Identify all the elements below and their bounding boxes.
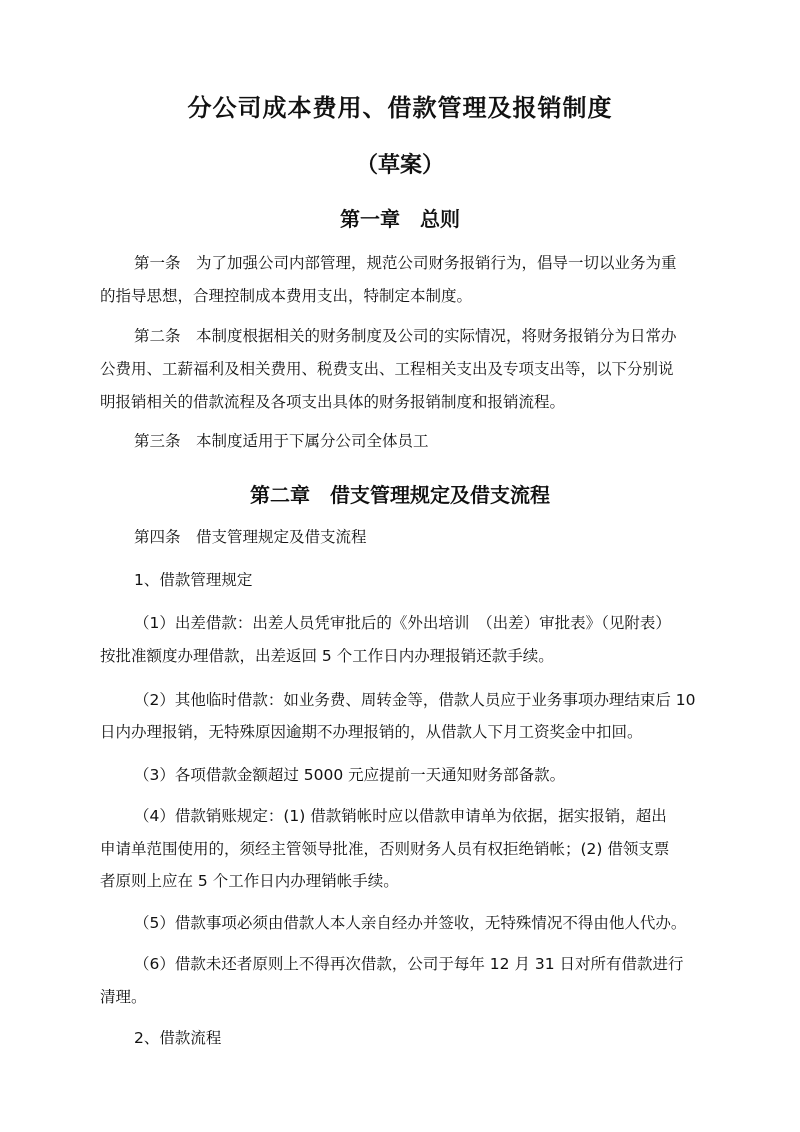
chapter-1-heading [0, 203, 800, 232]
clause-1-line-2: 按批准额度办理借款，出差返回 5 个工作日内办理报销还款手续。 [100, 647, 554, 665]
article-2-line-1: 第二条 本制度根据相关的财务制度及公司的实际情况，将财务报销分为日常办 [134, 327, 677, 345]
clause-4-line-2: 申请单范围使用的，须经主管领导批准，否则财务人员有权拒绝销帐；(2) 借领支票 [100, 840, 670, 858]
clause-5-line-1: （5）借款事项必须由借款人本人亲自经办并签收，无特殊情况不得由他人代办。 [134, 914, 687, 932]
clause-6-line-1: （6）借款未还者原则上不得再次借款，公司于每年 12 月 31 日对所有借款进行 [134, 955, 684, 973]
clause-6-line-2: 清理。 [100, 988, 147, 1006]
section-1-title: 1、借款管理规定 [134, 571, 253, 589]
chapter-2-number: 第二章 [250, 483, 310, 507]
article-3-line-1: 第三条 本制度适用于下属分公司全体员工 [134, 432, 429, 450]
chapter-1-number: 第一章 [340, 207, 400, 231]
clause-4-line-1: （4）借款销账规定：(1) 借款销帐时应以借款申请单为依据，据实报销，超出 [134, 807, 667, 825]
article-4-line-1: 第四条 借支管理规定及借支流程 [134, 528, 367, 546]
clause-3-line-1: （3）各项借款金额超过 5000 元应提前一天通知财务部备款。 [134, 766, 566, 784]
chapter-2-heading [0, 479, 800, 508]
chapter-2-name: 借支管理规定及借支流程 [330, 483, 550, 507]
article-1-line-1: 第一条 为了加强公司内部管理，规范公司财务报销行为，倡导一切以业务为重 [134, 254, 677, 272]
clause-1-line-1: （1）出差借款：出差人员凭审批后的《外出培训 （出差）审批表》（见附表） [134, 614, 671, 632]
section-2-title: 2、借款流程 [134, 1029, 222, 1047]
clause-2-line-2: 日内办理报销，无特殊原因逾期不办理报销的，从借款人下月工资奖金中扣回。 [100, 723, 643, 741]
article-2-line-3: 明报销相关的借款流程及各项支出具体的财务报销制度和报销流程。 [100, 393, 566, 411]
document-subtitle: （草案） [355, 153, 444, 178]
article-2-line-2: 公费用、工薪福利及相关费用、税费支出、工程相关支出及专项支出等，以下分别说 [100, 360, 674, 378]
clause-2-line-1: （2）其他临时借款：如业务费、周转金等，借款人员应于业务事项办理结束后 10 [134, 691, 696, 709]
clause-4-line-3: 者原则上应在 5 个工作日内办理销帐手续。 [100, 872, 399, 890]
document-title: 分公司成本费用、借款管理及报销制度 [187, 94, 613, 122]
chapter-1-name: 总则 [420, 207, 460, 231]
article-1-line-2: 的指导思想，合理控制成本费用支出，特制定本制度。 [100, 287, 473, 305]
